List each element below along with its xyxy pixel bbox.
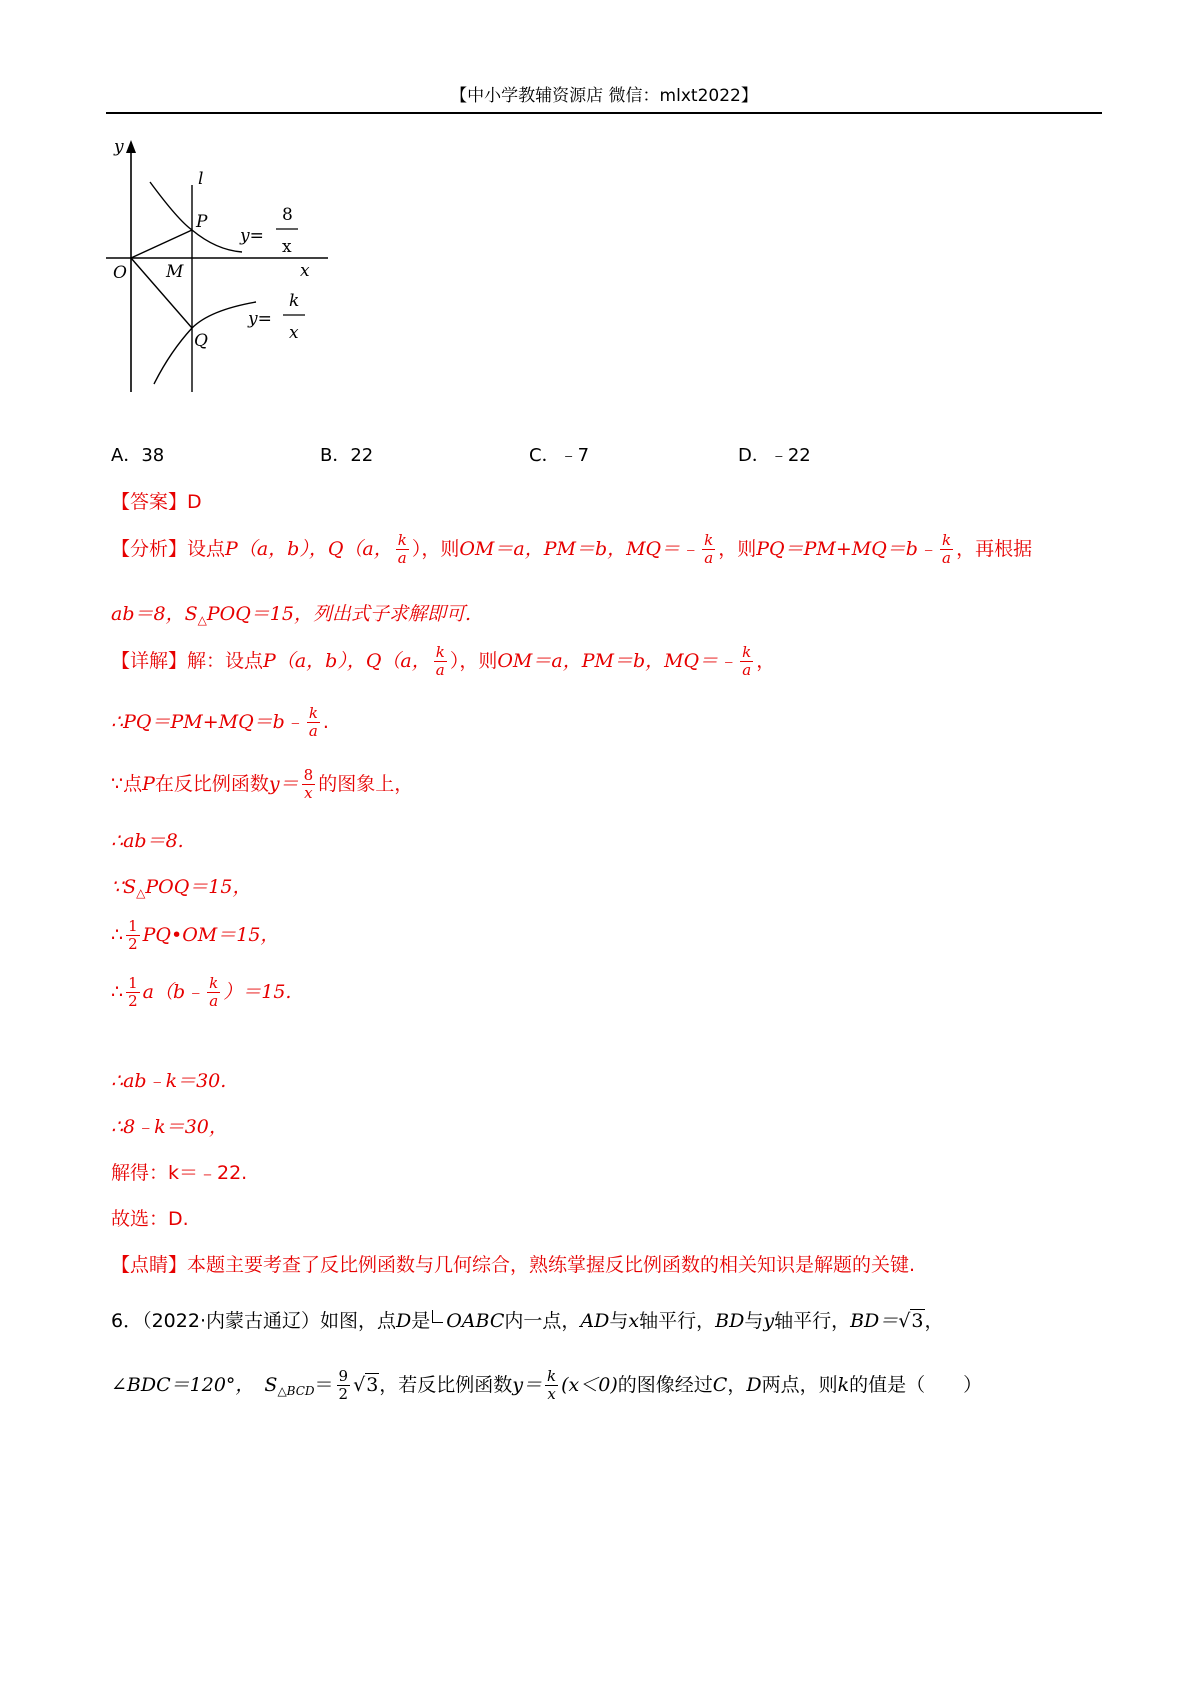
question-text: 两点，则 [761,1374,838,1396]
fraction-one-half: $\frac{1}{2}$ [128,974,138,1010]
triangle-symbol: △ [197,613,207,627]
comment-label: 【点睛】 [111,1254,188,1276]
x-axis-label: x [300,261,310,281]
detail-equation: ）＝15. [223,981,292,1003]
detail-equation: PQ•OM＝15， [142,924,280,946]
y-axis-arrow [126,140,136,153]
parallelogram-icon [432,1310,443,1323]
point-p-coords: （a，b）， [237,538,328,560]
answer-options [111,441,1011,471]
curve1-prefix: y= [240,226,264,246]
analysis-text: POQ＝15，列出式子求解即可. [206,603,472,625]
analysis-text: ），则 [411,538,460,560]
line-l-label: l [198,169,204,189]
curve2-numerator: k [289,291,300,311]
detail-line-5 [111,872,251,900]
option-d[interactable]: D．﹣22 [738,445,811,466]
detail-text: 的图象上， [318,773,414,795]
curve1-denominator: x [282,237,292,257]
detail-equation: ∴ab＝8. [111,830,184,852]
segment-bd: BD [715,1310,745,1332]
analysis-text: 设点 [187,538,226,560]
detail-line-8 [111,1066,226,1093]
detail-line-7 [111,975,291,1010]
detail-equation: ∴PQ＝PM+MQ＝b﹣ [111,711,304,733]
question-text: ， [727,1374,747,1396]
comma: ， [924,1310,944,1332]
curve2-denominator: x [289,323,299,343]
analysis-text: ，再根据 [956,538,1033,560]
point-m-label: M [166,262,184,282]
point-p-coords: （a，b）， [275,650,366,672]
function-y: y＝ [512,1374,543,1396]
answer-value: D [187,491,202,513]
detail-equation: POQ＝15， [145,876,252,898]
question-text: 是 [411,1310,431,1332]
area-symbol: S [264,1374,278,1396]
point-d: D [395,1310,412,1332]
option-b[interactable]: B．22 [320,445,374,466]
question-text: 的图像经过 [617,1374,713,1396]
equals: ＝ [314,1374,334,1396]
bd-equation: BD＝ [850,1310,899,1332]
question-text: 的值是（ ） [849,1374,983,1396]
parallelogram-name: OABC [446,1310,505,1332]
therefore-symbol: ∴ [111,924,124,946]
point-q: Q [365,650,382,672]
fraction-k-over-a: $\frac{k}{a}$ [742,643,752,679]
fraction-k-over-a: $\frac{k}{a}$ [435,643,445,679]
fraction-k-over-a: $\frac{k}{a}$ [704,531,714,567]
point-p: P [142,773,155,795]
analysis-label: 【分析】 [111,538,188,560]
analysis-line-1 [111,532,1032,567]
therefore-symbol: ∴ [111,981,124,1003]
fraction-k-over-x: $\frac{k}{x}$ [547,1367,557,1403]
detail-solution: 解得：k＝﹣22. [111,1162,248,1184]
fraction-k-over-a: $\frac{k}{a}$ [209,974,219,1010]
detail-line-2 [111,705,329,740]
triangle-bcd-subscript: △BCD [277,1384,315,1398]
sqrt-3: √3 [898,1310,924,1332]
y-symbol: y [763,1310,775,1332]
analysis-equation: PQ＝PM+MQ＝b﹣ [756,538,937,560]
detail-line-11 [111,1204,189,1231]
detail-line-1: 【详解】解：设点P（a，b），Q（a， $\frac{k}{a}$ ），则OM＝a，PM＝b，MQ＝﹣ $\frac{k}{a}$ ， [111,643,776,679]
analysis-equation: OM＝a，PM＝b，MQ＝﹣ [459,538,700,560]
triangle-symbol: △ [136,886,146,900]
fraction-k-over-a: $\frac{k}{a}$ [308,704,318,740]
segment-op [131,230,192,258]
point-c: C [712,1374,728,1396]
domain-condition: (x＜0) [561,1374,618,1396]
fraction-k-over-a: $\frac{k}{a}$ [397,531,407,567]
question-text: 与 [744,1310,764,1332]
answer-label: 【答案】 [111,491,188,513]
point-p: P [263,650,276,672]
detail-line-6 [111,918,279,953]
detail-line-3 [111,767,413,802]
detail-equation: ∴ab﹣k＝30. [111,1070,227,1092]
x-symbol: x [628,1310,640,1332]
period: . [322,711,329,733]
question-text: 轴平行， [774,1310,851,1332]
analysis-text: ，则 [718,538,757,560]
detail-label: 【详解】 [111,650,188,672]
curve2-prefix: y= [248,309,272,329]
fraction-one-half: $\frac{1}{2}$ [128,917,138,953]
analysis-line-2 [111,599,471,627]
question-text: 与 [609,1310,629,1332]
point-q-coords: （a， [381,650,431,672]
detail-text: 解：设点 [187,650,264,672]
point-q-coords: （a， [343,538,393,560]
detail-choice: 故选：D. [111,1208,189,1230]
question6-line-2 [111,1368,982,1403]
page-header: 【中小学教辅资源店 微信：mlxt2022】 [106,84,1102,114]
point-q: Q [327,538,344,560]
fraction-8-over-x: $\frac{8}{x}$ [303,766,314,802]
analysis-equation: ab＝8， [111,603,185,625]
detail-equation: a（b﹣ [142,981,205,1003]
area-symbol: S [184,603,198,625]
detail-line-9 [111,1112,228,1139]
point-p-label: P [196,212,208,232]
answer-line [111,487,202,514]
segment-ad: AD [580,1310,610,1332]
detail-equation: ∵S [111,876,137,898]
figure-svg [106,140,386,425]
point-d: D [746,1374,762,1396]
detail-text: ），则 [449,650,498,672]
origin-label: O [113,263,127,283]
point-q-label: Q [194,331,208,351]
comment-text: 本题主要考查了反比例函数与几何综合，熟练掌握反比例函数的相关知识是解题的关键. [187,1254,916,1276]
detail-text: 在反比例函数 [154,773,269,795]
detail-line-4 [111,826,184,853]
sqrt-3: √3 [353,1374,379,1396]
detail-text: ∵点 [111,773,143,795]
detail-equation: ∴8﹣k＝30， [111,1116,228,1138]
detail-equation: OM＝a，PM＝b，MQ＝﹣ [497,650,738,672]
question-text: 6．（2022·内蒙古通辽）如图，点 [111,1310,396,1332]
question-text: 轴平行， [639,1310,716,1332]
y-axis-label: y [114,140,124,157]
detail-line-10 [111,1158,247,1185]
option-a[interactable]: A．38 [111,445,165,466]
curve1-numerator: 8 [282,205,293,225]
option-c[interactable]: C．﹣7 [529,445,590,466]
fraction-k-over-a: $\frac{k}{a}$ [941,531,952,567]
k-symbol: k [837,1374,850,1396]
question-text: 内一点， [504,1310,581,1332]
point-p: P [225,538,238,560]
angle-bdc: ∠BDC＝120°， [111,1374,255,1396]
comment-line [111,1250,915,1277]
fraction-nine-halves: $\frac{9}{2}$ [338,1367,349,1403]
question6-line-1 [111,1306,944,1333]
question-text: ，若反比例函数 [379,1374,513,1396]
hyperbola-figure [106,140,386,425]
function-y: y＝ [268,773,299,795]
